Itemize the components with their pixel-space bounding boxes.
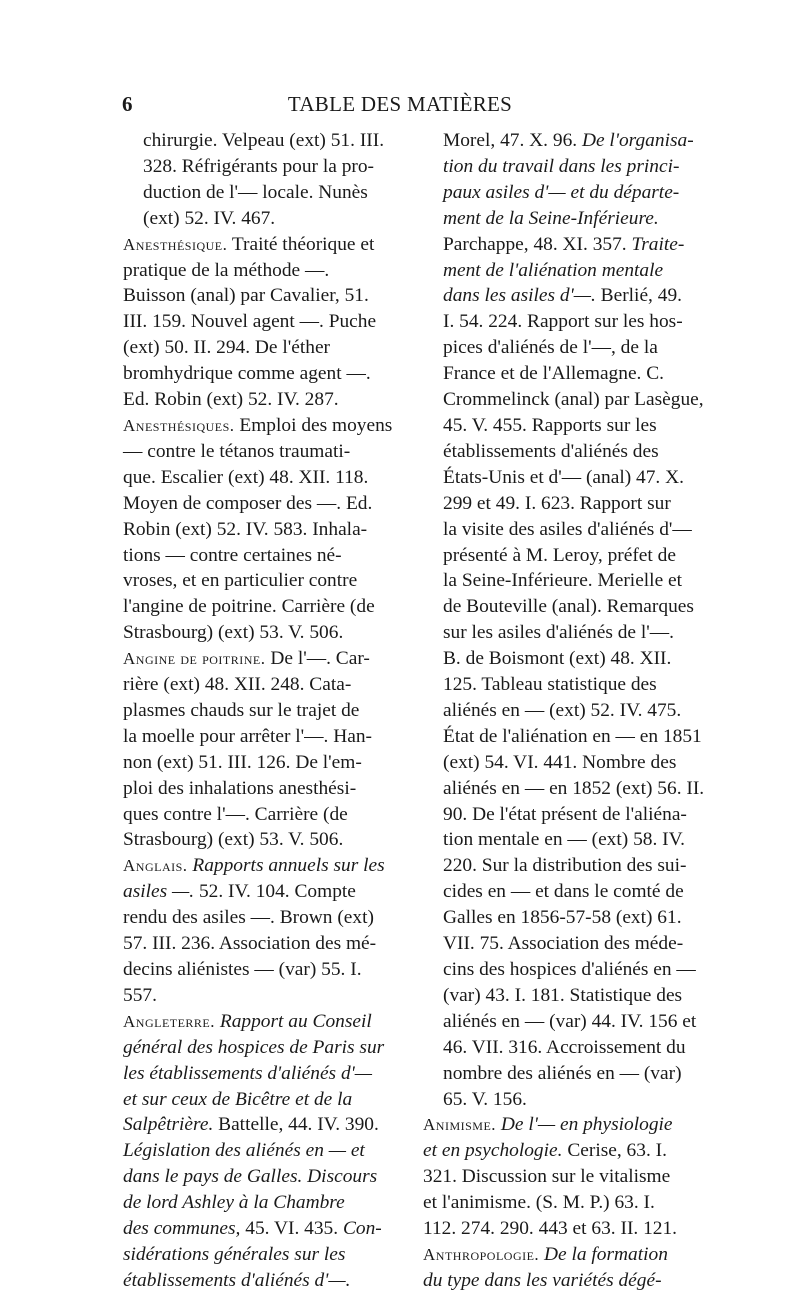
text-line: (var) 43. I. 181. Statistique des — [443, 984, 683, 1006]
page-header — [120, 92, 680, 122]
entry-anglais — [123, 853, 399, 1008]
text-line: la Seine-Inférieure. Merielle et — [443, 570, 683, 592]
text-line: Robin (ext) 52. IV. 583. Inhala- — [123, 518, 368, 540]
work-title: ment de la Seine-Inférieure. — [443, 207, 659, 229]
work-title: établissements d'aliénés d'—. — [123, 1269, 351, 1291]
text-line: 557. — [123, 984, 157, 1006]
entry-animisme — [423, 1112, 699, 1242]
text-line: non (ext) 51. III. 126. De l'em- — [123, 751, 362, 773]
right-column — [423, 128, 705, 1294]
text-line: tion mentale en — (ext) 58. IV. — [443, 829, 685, 851]
text-line: vroses, et en particulier contre — [123, 570, 358, 592]
text-line: France et de l'Allemagne. C. — [443, 363, 665, 385]
text-line: Cerise, 63. I. — [562, 1140, 667, 1162]
text-line: Ed. Robin (ext) 52. IV. 287. — [123, 389, 339, 411]
work-title: du type dans les variétés dégé- — [423, 1269, 662, 1291]
text-line: aliénés en — (ext) 52. IV. 475. — [443, 699, 682, 721]
text-line: Buisson (anal) par Cavalier, 51. — [123, 285, 369, 307]
running-title: TABLE DES MATIÈRES — [287, 92, 513, 116]
work-title: les établissements d'aliénés d'— — [123, 1062, 373, 1084]
text-line: la moelle pour arrêter l'—. Han- — [123, 725, 373, 747]
text-line: rière (ext) 48. XII. 248. Cata- — [123, 674, 352, 696]
text-line: Berlié, 49. — [595, 285, 682, 307]
text-line: établissements d'aliénés des — [443, 440, 659, 462]
text-line: aliénés en — en 1852 (ext) 56. II. — [443, 777, 705, 799]
text-line: Galles en 1856-57-58 (ext) 61. — [443, 907, 682, 929]
text-line: (ext) 54. VI. 441. Nombre des — [443, 751, 677, 773]
text-line: nombre des aliénés en — (var) — [443, 1062, 682, 1084]
text-line: pratique de la méthode —. — [123, 259, 330, 281]
entry-angine — [123, 646, 399, 853]
work-title: paux asiles d'— et du départe- — [443, 181, 680, 203]
text-line: présenté à M. Leroy, préfet de — [443, 544, 676, 566]
text-line: 328. Réfrigérants pour la pro- — [143, 155, 375, 177]
left-column — [123, 128, 399, 1294]
work-title: Législation des aliénés en — et — [123, 1140, 365, 1162]
text-line: et l'animisme. (S. M. P.) 63. I. — [423, 1192, 655, 1214]
text-line: rendu des asiles —. Brown (ext) — [123, 907, 374, 929]
text-line: sur les asiles d'aliénés de l'—. — [443, 622, 675, 644]
text-line: 52. IV. 104. Compte — [194, 881, 356, 903]
text-line: 45. VI. 435. — [240, 1218, 343, 1240]
work-title: sidérations générales sur les — [123, 1243, 346, 1265]
text-line: cides en — et dans le comté de — [443, 881, 684, 903]
text-line: État de l'aliénation en — en 1851 — [443, 725, 702, 747]
work-title: tion du travail dans les princi- — [443, 155, 680, 177]
text-line: duction de l'— locale. Nunès — [143, 181, 368, 203]
text-line: chirurgie. Velpeau (ext) 51. III. — [143, 130, 385, 151]
work-title: De l'organisa- — [581, 130, 694, 151]
text-line: ques contre l'—. Carrière (de — [123, 803, 348, 825]
text-line: l'angine de poitrine. Carrière (de — [123, 596, 375, 618]
text-line: 65. V. 156. — [443, 1088, 527, 1110]
text-line: bromhydrique comme agent —. — [123, 363, 371, 385]
text-line: 45. V. 455. Rapports sur les — [443, 414, 657, 436]
work-title: Rapports annuels sur les — [187, 855, 385, 877]
text-line: Strasbourg) (ext) 53. V. 506. — [123, 622, 344, 644]
text-line: (ext) 50. II. 294. De l'éther — [123, 337, 331, 359]
work-title: De l'— en physiologie — [496, 1114, 673, 1136]
text-line: Strasbourg) (ext) 53. V. 506. — [123, 829, 344, 851]
text-line: III. 159. Nouvel agent —. Puche — [123, 311, 377, 333]
text-line: Traité théorique et — [227, 233, 375, 255]
text-line: plasmes chauds sur le trajet de — [123, 699, 360, 721]
text-line: 57. III. 236. Association des mé- — [123, 933, 377, 955]
text-line: Moyen de composer des —. Ed. — [123, 492, 373, 514]
work-title: des communes, — [123, 1218, 241, 1240]
text-line: 112. 274. 290. 443 et 63. II. 121. — [423, 1218, 678, 1240]
work-title: asiles —. — [123, 881, 195, 903]
entry-continuation — [423, 128, 705, 1112]
entry-headword: Angine de poitrine. — [123, 649, 266, 669]
text-line: que. Escalier (ext) 48. XII. 118. — [123, 466, 369, 488]
text-line: — contre le tétanos traumati- — [123, 440, 351, 462]
text-line: Crommelinck (anal) par Lasègue, — [443, 389, 704, 411]
text-line: la visite des asiles d'aliénés d'— — [443, 518, 692, 540]
work-title: Con- — [342, 1218, 382, 1240]
text-line: de Bouteville (anal). Remarques — [443, 596, 694, 618]
work-title: De la formation — [539, 1243, 668, 1265]
text-line: États-Unis et d'— (anal) 47. X. — [443, 466, 684, 488]
text-line: Parchappe, 48. XI. 357. — [443, 233, 632, 255]
entry-anesthesiques — [123, 413, 399, 646]
entry-anesthesique — [123, 232, 399, 413]
work-title: de lord Ashley à la Chambre — [123, 1192, 345, 1214]
work-title: Rapport au Conseil — [215, 1010, 372, 1032]
text-line: ploi des inhalations anesthési- — [123, 777, 357, 799]
entry-headword: Anglais. — [123, 856, 188, 876]
text-line: 220. Sur la distribution des sui- — [443, 855, 687, 877]
entry-headword: Angleterre. — [123, 1011, 216, 1031]
text-line: B. de Boismont (ext) 48. XII. — [443, 648, 672, 670]
text-line: tions — contre certaines né- — [123, 544, 342, 566]
work-title: général des hospices de Paris sur — [123, 1036, 385, 1058]
entry-headword: Anesthésique. — [123, 234, 228, 254]
work-title: et en psychologie. — [423, 1140, 563, 1162]
text-line: I. 54. 224. Rapport sur les hos- — [443, 311, 683, 333]
work-title: Salpêtrière. — [123, 1114, 214, 1136]
text-line: 125. Tableau statistique des — [443, 674, 657, 696]
text-line: pices d'aliénés de l'—, de la — [443, 337, 658, 359]
entry-continuation — [123, 128, 399, 232]
work-title: dans les asiles d'—. — [443, 285, 596, 307]
text-line: decins aliénistes — (var) 55. I. — [123, 959, 362, 980]
work-title: Traite- — [631, 233, 685, 255]
text-line: (ext) 52. IV. 467. — [143, 207, 276, 229]
text-line: De l'—. Car- — [265, 648, 370, 670]
text-line: 321. Discussion sur le vitalisme — [423, 1166, 671, 1188]
text-line: Battelle, 44. IV. 390. — [213, 1114, 379, 1136]
text-line: Emploi des moyens — [234, 414, 393, 436]
text-line: 299 et 49. I. 623. Rapport sur — [443, 492, 671, 514]
text-line: 90. De l'état présent de l'aliéna- — [443, 803, 687, 825]
entry-angleterre — [123, 1009, 399, 1294]
entry-headword: Anesthésiques. — [123, 415, 235, 435]
text-line: aliénés en — (var) 44. IV. 156 et — [443, 1010, 697, 1032]
entry-headword: Anthropologie. — [423, 1244, 540, 1264]
entry-headword: Animisme. — [423, 1115, 497, 1135]
page-number: 6 — [122, 92, 133, 116]
text-line: 46. VII. 316. Accroissement du — [443, 1036, 686, 1058]
text-line: Morel, 47. X. 96. — [443, 130, 582, 151]
work-title: ment de l'aliénation mentale — [443, 259, 664, 281]
entry-anthropologie — [423, 1242, 699, 1294]
work-title: et sur ceux de Bicêtre et de la — [123, 1088, 353, 1110]
text-line: VII. 75. Association des méde- — [443, 933, 684, 955]
text-line: cins des hospices d'aliénés en — — [443, 959, 696, 980]
work-title: dans le pays de Galles. Discours — [123, 1166, 378, 1188]
